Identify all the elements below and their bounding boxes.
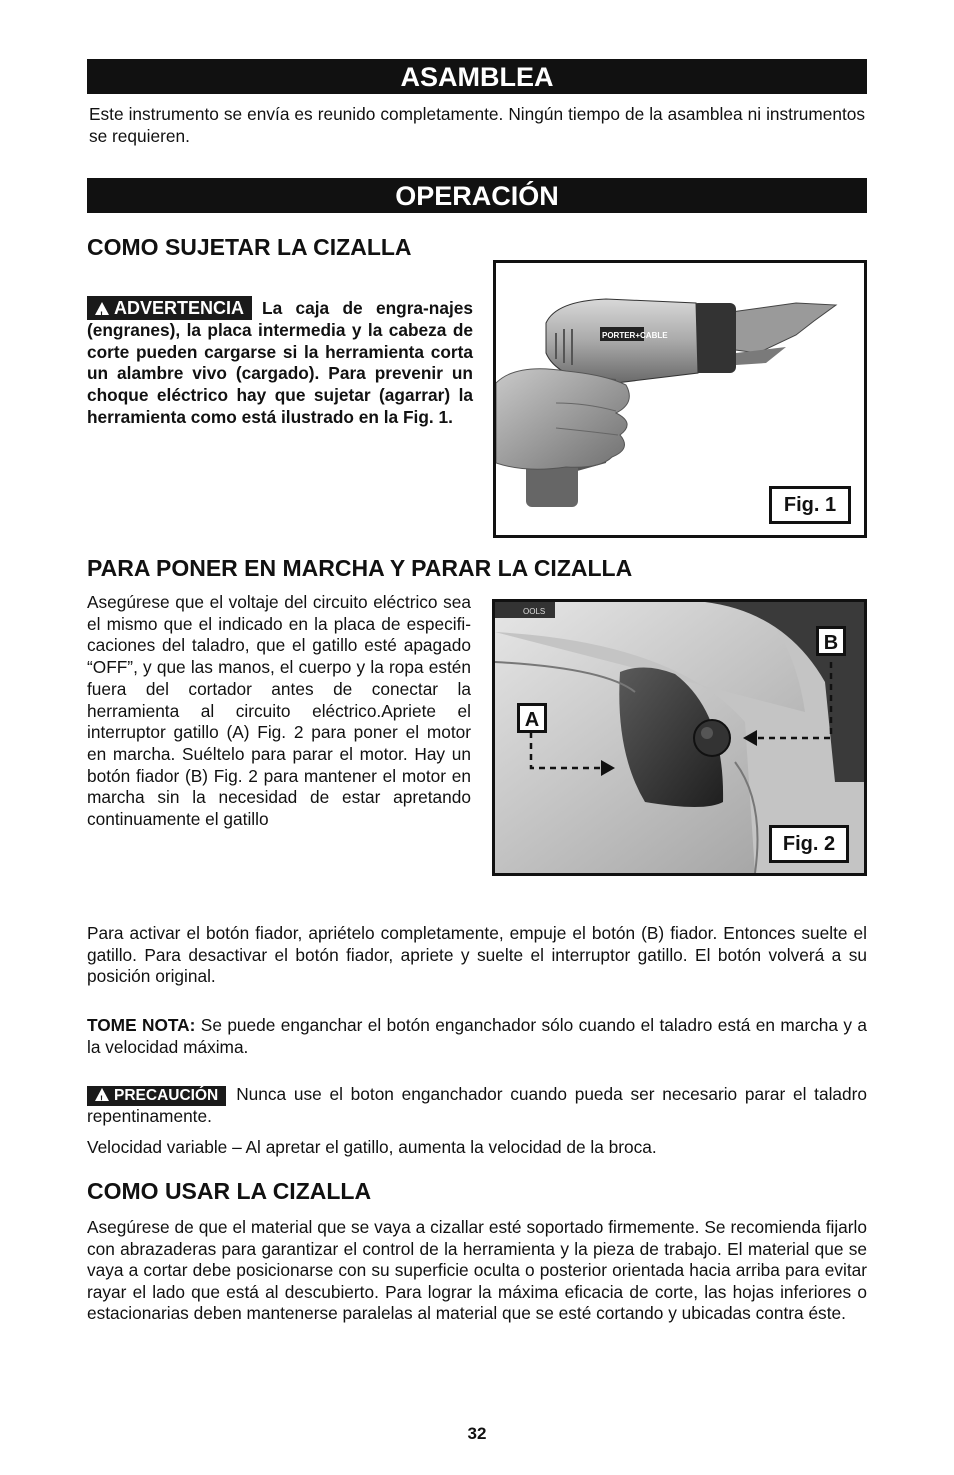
start-text: Asegúrese que el voltaje del circuito eléctrico sea el mismo que el indicado en la placa de especifi-caciones del taladro, que el gatillo esté apagado “OFF”, y que las manos, el cuerpo y la ropa estén fuera del cortador antes de conectar la herramienta al circuito eléctrico.Apriete el interruptor gatillo (A) Fig. 2 para poner el motor en marcha. Suéltelo para parar el motor. Hay un botón fiador (B) Fig. 2 para mantener el motor en marcha sin la necesidad de estar apretando continuamente el gatillo <box>87 592 471 830</box>
operacion-banner: OPERACIÓN <box>87 178 867 213</box>
warning-triangle-icon <box>95 302 109 315</box>
note-text: Se puede enganchar el botón enganchador sólo cuando el taladro está en marcha y a la velocidad máxima. <box>87 1015 867 1057</box>
page-number: 32 <box>467 1424 487 1443</box>
note-label: TOME NOTA: <box>87 1015 196 1035</box>
brand-label: PORTER+CABLE <box>602 331 668 340</box>
hold-heading: COMO SUJETAR LA CIZALLA <box>87 234 412 260</box>
speed-text: Velocidad variable – Al apretar el gatillo, aumenta la velocidad de la broca. <box>87 1137 657 1157</box>
figure-1 <box>493 260 867 538</box>
asamblea-banner: ASAMBLEA <box>87 59 867 94</box>
callout-b-label: B <box>816 626 846 656</box>
start-para-2: Para activar el botón fiador, apriételo completamente, empuje el botón (B) fiador. Entonces suelte el gatillo. Para desactivar el botón fiador, apriete y suelte el interruptor gatillo. El botón volverá a su posición original. <box>87 923 867 987</box>
hold-warning <box>87 296 473 429</box>
figure-2 <box>492 599 867 876</box>
caution-para <box>87 1084 867 1128</box>
fig-2-corner-text: OOLS <box>523 607 546 616</box>
use-text: Asegúrese de que el material que se vaya a cizallar esté soportado firmemente. Se recomienda fijarlo con abrazaderas para garantizar el control de la herramienta y la pieza de trabajo. El material que se vaya a cortar debe posicionarse con su superficie oculta o posterior orientada hacia arriba para evitar rayar el lado que está al descubierto. Para lograr la máxima eficacia de corte, las hojas inferiores o estacionarias deben mantenerse paralelas al material que se esté cortando y ubicadas contra éste. <box>87 1217 867 1324</box>
note-para <box>87 1015 867 1058</box>
caution-tag: !PRECAUCIÓN <box>87 1086 226 1106</box>
fig-1-label: Fig. 1 <box>769 486 851 524</box>
warning-tag: !ADVERTENCIA <box>87 296 252 320</box>
caution-triangle-icon <box>95 1088 109 1101</box>
hold-warning-text: La caja de engra-najes (engranes), la placa intermedia y la cabeza de corte pueden cargarse si la herramienta corta un alambre vivo (cargado). Para prevenir un choque eléctrico hay que sujetar (agarrar) la herramienta como está ilustrado en la Fig. 1. <box>87 298 473 427</box>
callout-a-label: A <box>517 703 547 733</box>
fig-2-label: Fig. 2 <box>769 825 849 863</box>
caution-text: Nunca use el boton enganchador cuando pueda ser necesario parar el taladro repentinamente. <box>87 1084 867 1126</box>
start-heading: PARA PONER EN MARCHA Y PARAR LA CIZALLA <box>87 555 633 581</box>
use-heading: COMO USAR LA CIZALLA <box>87 1178 372 1204</box>
asamblea-text: Este instrumento se envía es reunido completamente. Ningún tiempo de la asamblea ni instrumentos se requieren. <box>89 104 865 146</box>
